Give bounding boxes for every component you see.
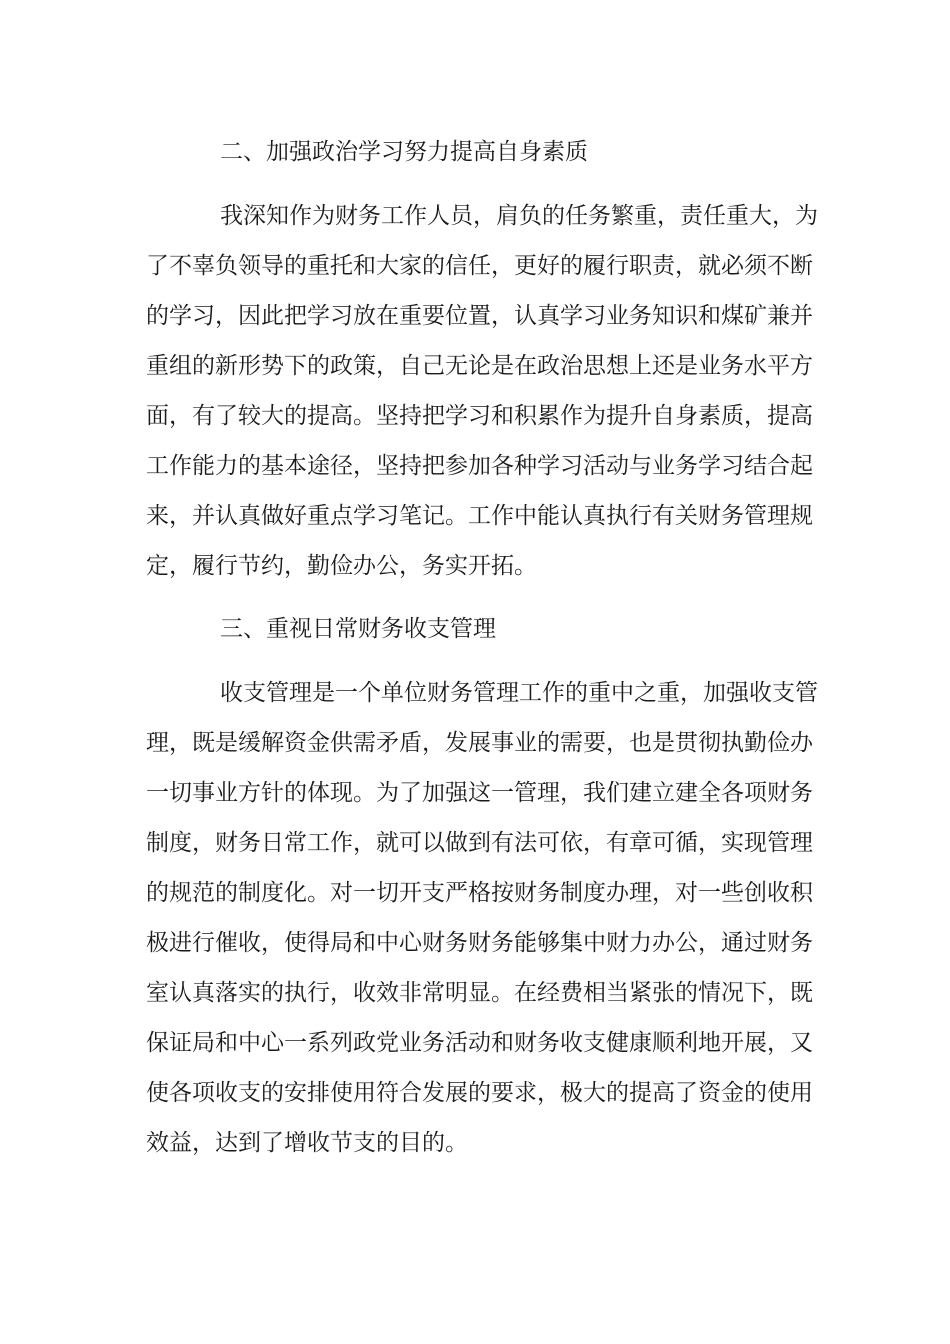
paragraph-line: 面，有了较大的提高。坚持把学习和积累作为提升自身素质，提高	[146, 403, 813, 429]
paragraph-line: 来，并认真做好重点学习笔记。工作中能认真执行有关财务管理规	[146, 503, 813, 529]
paragraph-line: 的学习，因此把学习放在重要位置，认真学习业务知识和煤矿兼并	[146, 303, 813, 329]
paragraph-line: 了不辜负领导的重托和大家的信任，更好的履行职责，就必须不断	[146, 253, 813, 279]
paragraph-line: 我深知作为财务工作人员，肩负的任务繁重，责任重大，为	[220, 203, 818, 229]
paragraph-line: 极进行催收，使得局和中心财务财务能够集中财力办公，通过财务	[146, 930, 813, 956]
paragraph-line: 使各项收支的安排使用符合发展的要求，极大的提高了资金的使用	[146, 1080, 813, 1106]
paragraph-line: 工作能力的基本途径，坚持把参加各种学习活动与业务学习结合起	[146, 453, 813, 479]
section-heading: 三、重视日常财务收支管理	[220, 616, 496, 642]
paragraph-line: 的规范的制度化。对一切开支严格按财务制度办理，对一些创收积	[146, 880, 813, 906]
paragraph-line: 效益，达到了增收节支的目的。	[146, 1130, 468, 1156]
paragraph-line: 理，既是缓解资金供需矛盾，发展事业的需要，也是贯彻执勤俭办	[146, 730, 813, 756]
paragraph-line: 定，履行节约，勤俭办公，务实开拓。	[146, 553, 537, 579]
paragraph-line: 保证局和中心一系列政党业务活动和财务收支健康顺利地开展，又	[146, 1030, 813, 1056]
paragraph-line: 室认真落实的执行，收效非常明显。在经费相当紧张的情况下，既	[146, 980, 813, 1006]
paragraph-line: 重组的新形势下的政策，自己无论是在政治思想上还是业务水平方	[146, 353, 813, 379]
paragraph-line: 收支管理是一个单位财务管理工作的重中之重，加强收支管	[220, 680, 818, 706]
section-heading: 二、加强政治学习努力提高自身素质	[220, 139, 588, 165]
paragraph-line: 一切事业方针的体现。为了加强这一管理，我们建立建全各项财务	[146, 780, 813, 806]
paragraph-line: 制度，财务日常工作，就可以做到有法可依，有章可循，实现管理	[146, 830, 813, 856]
